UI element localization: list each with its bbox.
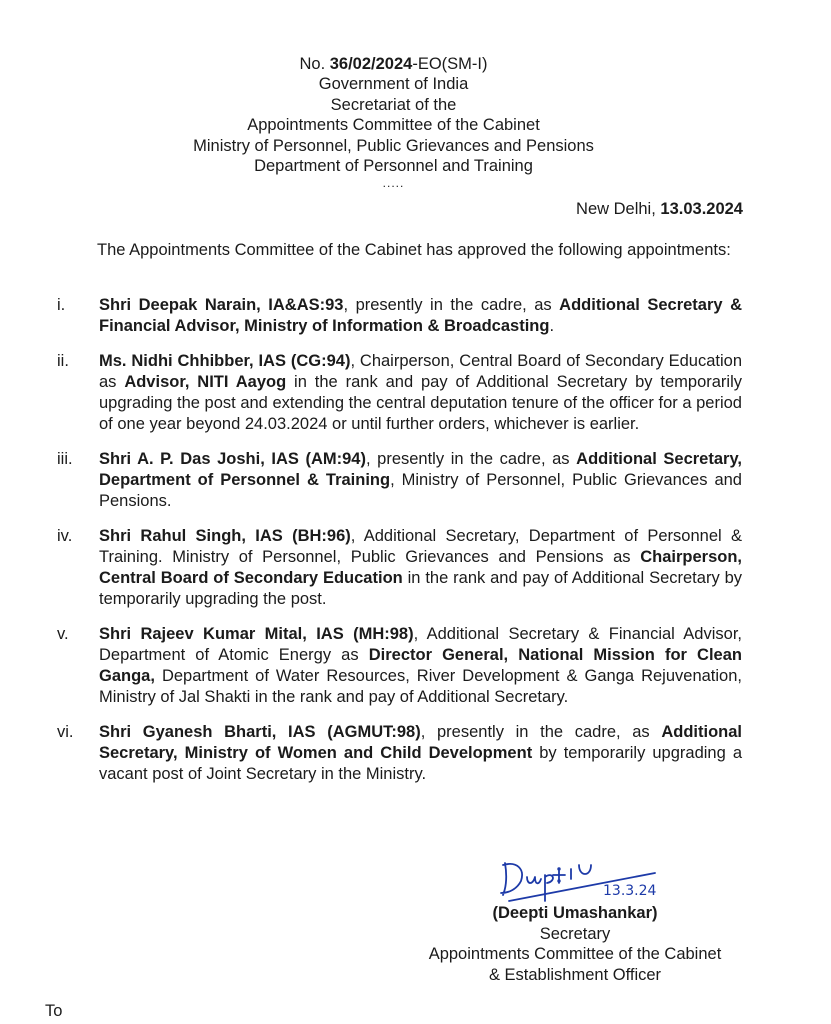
item-bold-text: Additional Secretary, Ministry of Women and Child Development [99,723,743,762]
item-plain-text: in the rank and pay of Additional Secretary by temporarily upgrading the post. [99,569,742,608]
signatory-name: (Deepti Umashankar) [492,904,658,922]
date: 13.03.2024 [660,200,743,218]
item-text [99,526,742,610]
appointment-item [45,351,742,435]
item-number: i. [57,296,66,314]
signature-date: 13.3.24 [603,883,657,899]
item-number: ii. [57,352,69,370]
place-date: New Delhi, 13.03.2024 [576,200,743,218]
item-number: iv. [57,527,73,545]
item-plain-text: , presently in the cadre, as [343,296,560,314]
item-bold-text: Shri A. P. Das Joshi, IAS (AM:94) [99,450,366,468]
appointment-item [45,449,742,512]
appointments-list [45,295,742,799]
item-plain-text: by temporarily upgrading a vacant post of Joint Secretary in the Ministry. [99,744,742,783]
signatory-role: & Establishment Officer [488,965,662,984]
recipient-label: To [45,1002,63,1020]
signatory-org: Appointments Committee of the Cabinet [428,945,722,963]
item-number: iii. [57,450,73,468]
item-bold-text: Shri Deepak Narain, IA&AS:93 [99,296,344,314]
item-bold-text: Ms. Nidhi Chhibber, IAS (CG:94) [99,352,351,370]
item-bold-text: Additional Secretary & Financial Advisor, Ministry of Information & Broadcasting [99,296,742,335]
item-text [99,295,742,337]
item-plain-text: , presently in the cadre, as [365,450,577,468]
appointment-item [45,526,742,610]
item-plain-text: , Additional Secretary, Department of Personnel & Training. Ministry of Personnel, Public Grievances and Pensions as [99,527,742,566]
item-bold-text: Shri Rahul Singh, IAS (BH:96) [99,527,351,545]
header-line-ministry: Ministry of Personnel, Public Grievances and Pensions [193,136,594,155]
item-text [99,351,742,435]
item-plain-text: , Ministry of Personnel, Public Grievances and Pensions. [99,471,742,510]
document-header [0,54,787,190]
reference-number: No. 36/02/2024-EO(SM-I) [299,55,488,73]
item-bold-text: Shri Gyanesh Bharti, IAS (AGMUT:98) [99,723,421,741]
header-line-govt: Government of India [318,75,469,94]
appointment-item [45,295,742,337]
item-number: vi. [57,723,74,741]
header-line-secretariat: Secretariat of the [330,95,457,114]
item-plain-text: , Chairperson, Central Board of Secondary Education as [99,352,742,391]
header-line-acc: Appointments Committee of the Cabinet [247,116,540,135]
item-text [99,722,742,785]
item-bold-text: Advisor, NITI Aayog [124,373,287,391]
item-plain-text: Department of Water Resources, River Development & Ganga Rejuvenation, Ministry of Jal Shakti in the rank and pay of Additional Secretary. [99,667,742,706]
item-bold-text: Director General, National Mission for Clean Ganga, [99,646,742,685]
reference-number-bold: 36/02/2024 [329,55,413,73]
item-text [99,624,742,708]
header-line-department: Department of Personnel and Training [254,157,533,176]
signatory-title: Secretary [539,924,611,943]
item-bold-text: Additional Secretary, Department of Personnel & Training [99,450,742,489]
handwritten-signature-icon [495,855,685,903]
appointment-item [45,624,742,708]
item-number: v. [57,625,69,643]
signatory-block [400,903,750,985]
intro-paragraph: The Appointments Committee of the Cabinet has approved the following appointments: [97,241,731,259]
item-plain-text: . [549,317,555,335]
appointment-item [45,722,742,785]
item-plain-text: in the rank and pay of Additional Secretary by temporarily upgrading the post and extending the central deputation tenure of the officer for a period of one year beyond 24.03.2024 or until further orders, whichever is earlier. [99,373,742,433]
item-bold-text: Shri Rajeev Kumar Mital, IAS (MH:98) [99,625,414,643]
item-plain-text: , presently in the cadre, as [420,723,662,741]
item-text [99,449,742,512]
item-plain-text: , Additional Secretary & Financial Advisor, Department of Atomic Energy as [99,625,742,664]
item-bold-text: Chairperson, Central Board of Secondary Education [99,548,742,587]
header-separator: ..... [382,176,405,191]
